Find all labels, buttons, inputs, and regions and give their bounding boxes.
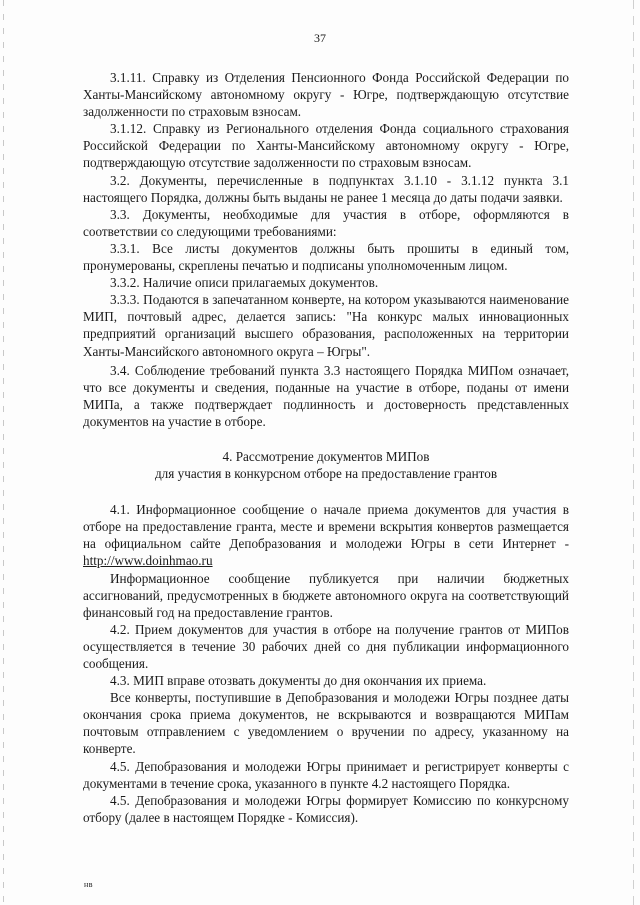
paragraph-4-1 (83, 501, 569, 569)
paragraph-3-1-12: 3.1.12. Справку из Регионального отделения Фонда социального страхования Российской Федерации по Ханты-Мансийскому автономному округу - Югре, подтверждающую отсутствие задолженности по страховым взносам. (83, 121, 569, 171)
document-body (83, 69, 569, 826)
paragraph-envelopes: Все конверты, поступившие в Депобразования и молодежи Югры позднее даты окончания срока приема документов, не вскрываются и возвращаются МИПам почтовым отправлением с уведомлением о вручении по адресу, указанному на конверте. (83, 690, 569, 757)
footer-initials: нв (84, 880, 94, 889)
paragraph-3-4: 3.4. Соблюдение требований пункта 3.3 настоящего Порядка МИПом означает, что все документы и сведения, поданные на участие в отборе, поданы от имени МИПа, а также подтверждает подлинность и достоверность представленных документов на участие в отборе. (83, 362, 569, 429)
section-heading-line2: для участия в конкурсном отборе на предоставление грантов (154, 466, 498, 482)
page-number: 37 (314, 31, 326, 45)
section-heading-line1: 4. Рассмотрение документов МИПов (222, 448, 430, 464)
website-link[interactable]: http://www.doinhmao.ru (83, 553, 213, 569)
paragraph-4-5-commission: 4.5. Депобразования и молодежи Югры формирует Комиссию по конкурсному отбору (далее в настоящем Порядке - Комиссия). (83, 792, 569, 825)
paragraph-4-5-register: 4.5. Депобразования и молодежи Югры принимает и регистрирует конверты с документами в течение срока, указанного в пункте 4.2 настоящего Порядка. (83, 758, 569, 791)
paragraph-info-message: Информационное сообщение публикуется при наличии бюджетных ассигнований, предусмотренных в бюджете автономного округа на соответствующий финансовый год на предоставление грантов. (83, 570, 569, 620)
paragraph-3-1-11: 3.1.11. Справку из Отделения Пенсионного Фонда Российской Федерации по Ханты-Мансийскому автономному округу - Югре, подтверждающую отсутствие задолженности по страховым взносам. (83, 70, 569, 120)
paragraph-4-3: 4.3. МИП вправе отозвать документы до дня окончания их приема. (110, 673, 487, 689)
paragraph-3-2: 3.2. Документы, перечисленные в подпунктах 3.1.10 - 3.1.12 пункта 3.1 настоящего Порядка, должны быть выданы не ранее 1 месяца до даты подачи заявки. (83, 172, 569, 205)
paragraph-4-2: 4.2. Прием документов для участия в отборе на получение грантов от МИПов осуществляется в течение 30 рабочих дней со дня публикации информационного сообщения. (83, 621, 569, 671)
paragraph-3-3-3: 3.3.3. Подаются в запечатанном конверте, на котором указываются наименование МИП, почтовый адрес, делается запись: "На конкурс малых инновационных предприятий организаций высшего образования, расположенных на территории Ханты-Мансийского автономного округа – Югры". (83, 292, 569, 359)
scan-edge-left (3, 0, 4, 905)
section-4-heading (83, 448, 569, 482)
paragraph-3-3: 3.3. Документы, необходимые для участия в отборе, оформляются в соответствии со следующими требованиями: (83, 206, 569, 239)
paragraph-3-3-1: 3.3.1. Все листы документов должны быть прошиты в единый том, пронумерованы, скреплены печатью и подписаны уполномоченным лицом. (83, 240, 569, 274)
paragraph-4-1-text: 4.1. Информационное сообщение о начале приема документов для участия в отборе на предоставление гранта, месте и времени вскрытия конвертов размещается на официальном сайте Депобразования и молодежи Югры в сети Интернет - (83, 502, 569, 552)
paragraph-3-3-2: 3.3.2. Наличие описи прилагаемых документов. (110, 275, 379, 291)
scan-edge-right (633, 0, 634, 905)
